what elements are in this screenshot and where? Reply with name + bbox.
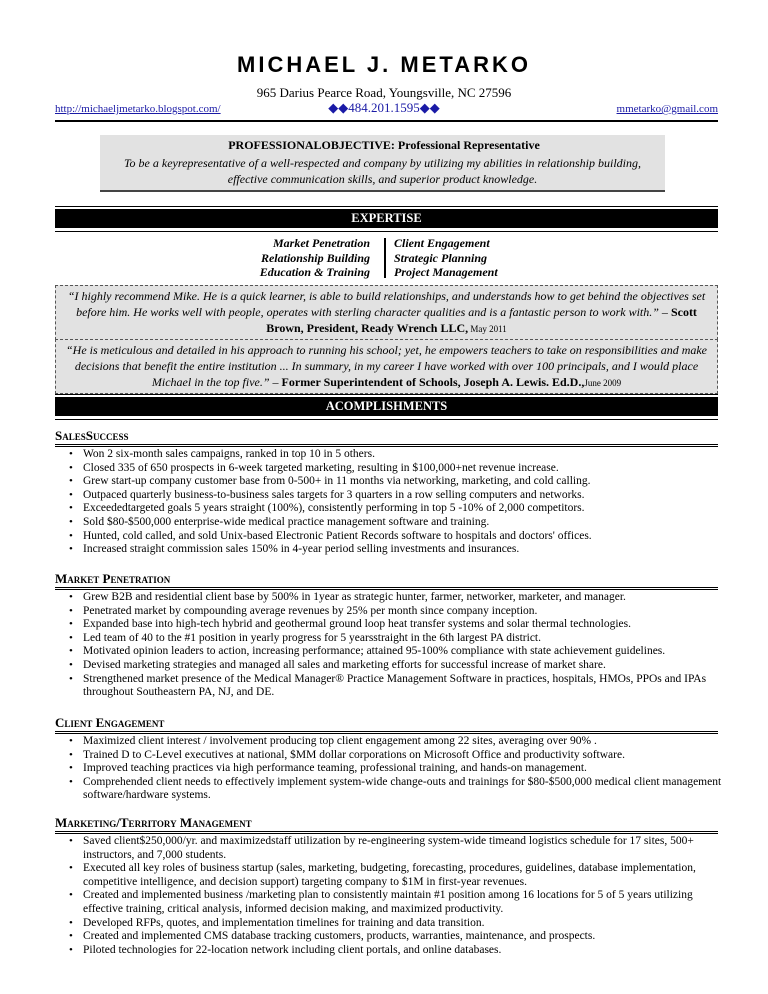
expertise-heading: EXPERTISE: [55, 209, 718, 228]
expertise-item: Market Penetration: [272, 236, 370, 250]
list-item: • Executed all key roles of business startup (sales, marketing, budgeting, forecasting, procedures, guidelines, database implementation, competitive intelligence, and decision support) targeting company to $1M in first-year revenues.: [63, 862, 723, 889]
list-item: • Closed 335 of 650 prospects in 6-week targeted marketing, resulting in $100,000+net revenue increase.: [63, 462, 723, 476]
expertise-top-rule: [55, 206, 718, 207]
list-item: • Won 2 six-month sales campaigns, ranked in top 10 in 5 others.: [63, 448, 723, 462]
market-penetration-list: [63, 591, 723, 700]
expertise-item: Client Engagement: [394, 236, 490, 250]
list-item: • Expanded base into high-tech hybrid and geothermal ground loop heat transfer systems and solar thermal technologies.: [63, 618, 723, 632]
header-divider: [55, 120, 718, 122]
list-item: • Trained D to C-Level executives at national, $MM dollar corporations on Microsoft Office and productivity software.: [63, 749, 723, 763]
list-item: • Outpaced quarterly business-to-business sales targets for 3 quarters in a row selling computers and networks.: [63, 489, 723, 503]
expertise-divider: [384, 238, 386, 278]
list-item: • Created and implemented business /marketing plan to consistently maintain #1 position among 16 locations for 5 of 5 years utilizing effective training, critical analysis, informed decision making, and maximized productivity.: [63, 889, 723, 916]
objective-text: To be a keyrepresentative of a well-respected and company by utilizing my abilities in relationship building, effective communication skills, and superior product knowledge.: [123, 156, 642, 186]
section-rule: [55, 444, 718, 447]
list-item: • Motivated opinion leaders to action, increasing performance; attained 95-100% compliance with state achievement guidelines.: [63, 645, 723, 659]
candidate-name: MICHAEL J. METARKO: [237, 52, 531, 77]
section-rule: [55, 587, 718, 590]
list-item: • Sold $80-$500,000 enterprise-wide medical practice management software and training.: [63, 516, 723, 530]
section-rule: [55, 731, 718, 734]
list-item: • Penetrated market by compounding average revenues by 25% per month since company inception.: [63, 605, 723, 619]
expertise-item: Relationship Building: [260, 250, 370, 265]
address: 965 Darius Pearce Road, Youngsville, NC 27596: [256, 85, 512, 100]
accomplishments-bottom-rule: [55, 419, 718, 420]
marketing-territory-list: [63, 835, 723, 957]
section-rule: [55, 831, 718, 834]
email-link[interactable]: mmetarko@gmail.com: [616, 103, 718, 115]
list-item: • Increased straight commission sales 150% in 4-year period selling investments and insurances.: [63, 543, 723, 557]
list-item: • Grew start-up company customer base from 0-500+ in 11 months via networking, marketing, and cold calling.: [63, 475, 723, 489]
testimonial-2: [55, 339, 718, 394]
testimonial-1: [55, 285, 718, 340]
section-heading-sales: SalesSuccess: [55, 428, 129, 443]
testimonial-author: Former Superintendent of Schools, Joseph A. Lewis. Ed.D.,: [281, 375, 585, 389]
testimonial-text: “He is meticulous and detailed in his approach to running his school; yet, he empowers teachers to take on responsibilities and make decisions that benefit the entire institution ... In summary, in my career I have worked with over 100 principals, and I would place Michael in the top five.” –: [65, 343, 708, 389]
list-item: • Developed RFPs, quotes, and implementation timelines for training and data transition.: [63, 917, 723, 931]
expertise-right-column: [394, 236, 594, 280]
testimonial-text: “I highly recommend Mike. He is a quick learner, is able to build relationships, and understands how to get behind the objectives set before him. He works well with people, operates with sterling character qualities and is a fantastic person to work with.” –: [67, 289, 706, 319]
expertise-item: Project Management: [394, 265, 498, 279]
list-item: • Created and implemented CMS database tracking customers, products, warranties, maintenance, and prospects.: [63, 930, 723, 944]
list-item: • Led team of 40 to the #1 position in yearly progress for 5 yearsstraight in the 6th largest PA district.: [63, 632, 723, 646]
list-item: • Improved teaching practices via high performance teaming, professional training, and hands-on management.: [63, 762, 723, 776]
expertise-left-column: [200, 236, 370, 280]
testimonial-date: June 2009: [584, 378, 622, 388]
list-item: • Piloted technologies for 22-location network including client portals, and online databases.: [63, 944, 723, 958]
testimonial-author: Scott Brown, President, Ready Wrench LLC,: [266, 305, 697, 335]
objective-heading: PROFESSIONALOBJECTIVE: Professional Representative: [228, 138, 540, 152]
list-item: • Grew B2B and residential client base by 500% in 1year as strategic hunter, farmer, networker, marketer, and manager.: [63, 591, 723, 605]
list-item: • Devised marketing strategies and managed all sales and marketing efforts for successful increase of market share.: [63, 659, 723, 673]
blog-link[interactable]: http://michaeljmetarko.blogspot.com/: [55, 103, 221, 115]
expertise-item: Strategic Planning: [394, 250, 488, 265]
client-engagement-list: [63, 735, 723, 803]
list-item: • Strengthened market presence of the Medical Manager® Practice Management Software in practices, hospitals, HMOs, PPOs and IPAs throughout Southeastern PA, NJ, and DE.: [63, 673, 723, 700]
sales-list: [63, 448, 723, 557]
list-item: • Saved client$250,000/yr. and maximizedstaff utilization by re-engineering system-wide timeand logistics schedule for 17 sites, 500+ instructors, and 7,000 students.: [63, 835, 723, 862]
accomplishments-heading: ACOMPLISHMENTS: [55, 397, 718, 416]
section-heading-market-penetration: Market Penetration: [55, 571, 171, 586]
list-item: • Maximized client interest / involvement producing top client engagement among 22 sites, averaging over 90% .: [63, 735, 723, 749]
expertise-bottom-rule: [55, 231, 718, 232]
accomplishments-top-rule: [55, 394, 718, 395]
section-heading-marketing-territory: Marketing/Territory Management: [55, 815, 252, 830]
list-item: • Comprehended client needs to effectively implement system-wide change-outs and trainings for $80-$500,000 medical client management software/hardware systems.: [63, 776, 723, 803]
testimonial-date: May 2011: [468, 324, 507, 334]
list-item: • Hunted, cold called, and sold Unix-based Electronic Patient Records software to hospitals and doctors' offices.: [63, 530, 723, 544]
phone: ◆◆484.201.1595◆◆: [328, 100, 440, 115]
section-heading-client-engagement: Client Engagement: [55, 715, 165, 730]
list-item: • Exceededtargeted goals 5 years straight (100%), consistently performing in top 5 -10% of 2,000 competitors.: [63, 502, 723, 516]
expertise-item: Education & Training: [259, 265, 370, 279]
